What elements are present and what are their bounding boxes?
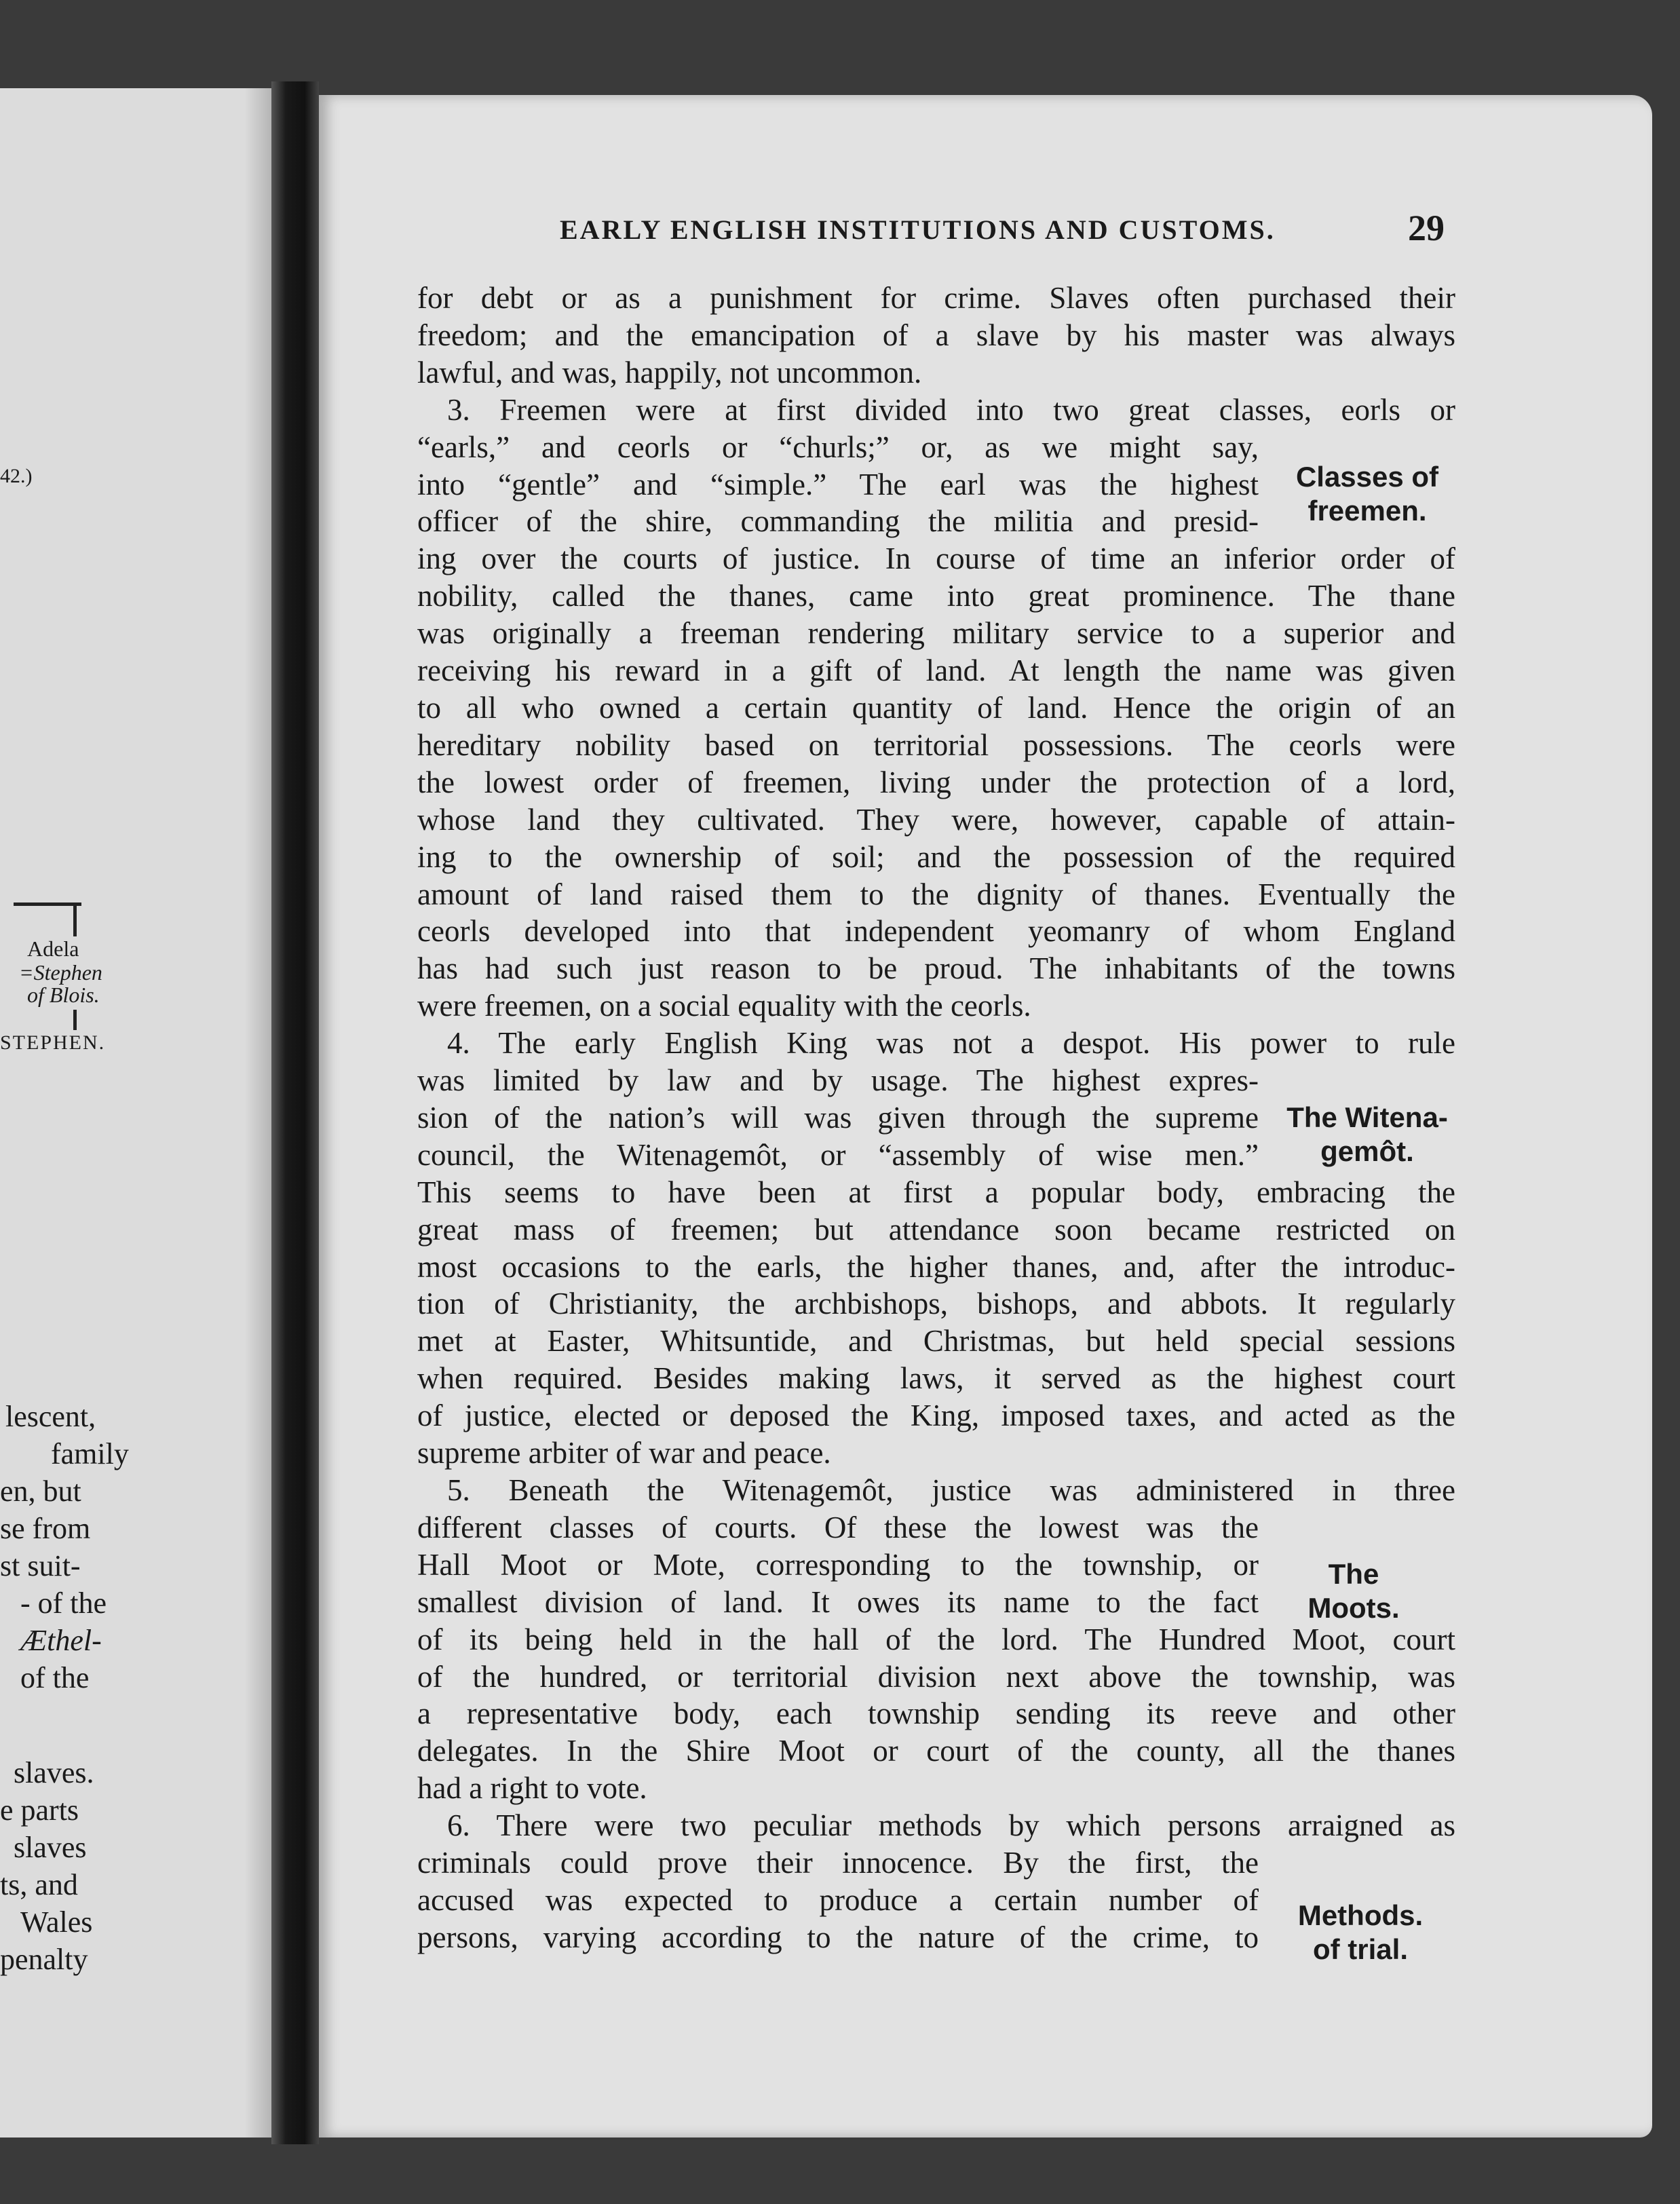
page-number: 29 bbox=[1408, 208, 1445, 248]
left-text-line: slaves bbox=[14, 1831, 87, 1864]
left-text-line: - of the bbox=[20, 1586, 107, 1620]
text-line: amount of land raised them to the dignity of thanes. Eventually the bbox=[417, 877, 1455, 911]
text-line: 5. Beneath the Witenagemôt, justice was administered in three bbox=[447, 1473, 1455, 1507]
text-line: had a right to vote. bbox=[417, 1771, 647, 1806]
text-line: a representative body, each township sending its reeve and other bbox=[417, 1696, 1455, 1731]
text-line: when required. Besides making laws, it served as the highest court bbox=[417, 1361, 1455, 1396]
text-line: “earls,” and ceorls or “churls;” or, as we might say, bbox=[417, 430, 1259, 464]
right-page bbox=[319, 95, 1652, 2138]
text-line: supreme arbiter of war and peace. bbox=[417, 1436, 831, 1470]
text-line: nobility, called the thanes, came into great prominence. The thane bbox=[417, 579, 1455, 613]
text-line: 3. Freemen were at first divided into two great classes, eorls or bbox=[447, 392, 1455, 427]
left-text-line: se from bbox=[0, 1512, 91, 1545]
text-line: the lowest order of freemen, living under the protection of a lord, bbox=[417, 765, 1455, 799]
text-line: This seems to have been at first a popular body, embracing the bbox=[417, 1175, 1455, 1209]
text-line: for debt or as a punishment for crime. Slaves often purchased their bbox=[417, 281, 1455, 315]
sidenote-line: gemôt. bbox=[1320, 1135, 1414, 1167]
text-line: council, the Witenagemôt, or “assembly of wise men.” bbox=[417, 1137, 1259, 1172]
text-line: officer of the shire, commanding the militia and presid- bbox=[417, 504, 1259, 539]
text-line: were freemen, on a social equality with the ceorls. bbox=[417, 989, 1031, 1023]
sidenote-methods-of-trial bbox=[1259, 1899, 1462, 1966]
sidenote-line: of trial. bbox=[1312, 1933, 1408, 1965]
left-text-line: en, but bbox=[0, 1475, 81, 1508]
text-line: criminals could prove their innocence. By the first, the bbox=[417, 1846, 1259, 1880]
left-page bbox=[0, 88, 271, 2138]
running-head: EARLY ENGLISH INSTITUTIONS AND CUSTOMS. bbox=[560, 214, 1276, 245]
left-text-line: family bbox=[51, 1437, 129, 1470]
text-line: into “gentle” and “simple.” The earl was the highest bbox=[417, 467, 1259, 501]
text-line: whose land they cultivated. They were, however, capable of attain- bbox=[417, 802, 1455, 837]
text-line: tion of Christianity, the archbishops, bishops, and abbots. It regularly bbox=[417, 1287, 1455, 1321]
sidenote-line: Moots. bbox=[1307, 1592, 1400, 1624]
left-text-line: Wales bbox=[20, 1905, 93, 1939]
text-line: of its being held in the hall of the lord. The Hundred Moot, court bbox=[417, 1622, 1455, 1656]
text-line: accused was expected to produce a certain number of bbox=[417, 1882, 1259, 1917]
left-fragment-of-blois: of Blois. bbox=[27, 983, 100, 1007]
text-line: different classes of courts. Of these the lowest was the bbox=[417, 1510, 1259, 1544]
left-text-line: st suit- bbox=[0, 1549, 81, 1582]
book-gutter bbox=[271, 81, 319, 2144]
text-line: persons, varying according to the nature of the crime, to bbox=[417, 1920, 1259, 1954]
sidenote-line: The Witena- bbox=[1286, 1101, 1448, 1133]
sidenote-line: The bbox=[1328, 1558, 1379, 1590]
text-line: was originally a freeman rendering military service to a superior and bbox=[417, 616, 1455, 651]
genealogy-line bbox=[73, 902, 77, 936]
left-text-line: penalty bbox=[0, 1943, 88, 1976]
sidenote-classes-of-freemen bbox=[1265, 460, 1469, 528]
text-line: of the hundred, or territorial division next above the township, was bbox=[417, 1659, 1455, 1694]
genealogy-line bbox=[73, 1010, 77, 1030]
left-fragment-adela: Adela bbox=[27, 936, 79, 961]
left-text-line: Æthel- bbox=[20, 1624, 102, 1657]
sidenote-moots bbox=[1252, 1557, 1455, 1625]
sidenote-witenagemot bbox=[1265, 1101, 1469, 1168]
left-fragment-stephen: =Stephen bbox=[19, 960, 102, 985]
text-line: met at Easter, Whitsuntide, and Christmas, but held special sessions bbox=[417, 1324, 1455, 1358]
left-text-line: of the bbox=[20, 1661, 90, 1694]
text-line: has had such just reason to be proud. The inhabitants of the towns bbox=[417, 951, 1455, 986]
left-text-line: lescent, bbox=[5, 1400, 96, 1433]
text-line: was limited by law and by usage. The highest expres- bbox=[417, 1063, 1259, 1098]
text-line: Hall Moot or Mote, corresponding to the township, or bbox=[417, 1547, 1259, 1582]
left-page-gutter-shadow bbox=[244, 88, 271, 2138]
text-line: to all who owned a certain quantity of land. Hence the origin of an bbox=[417, 690, 1455, 725]
left-fragment-stephen-caps: STEPHEN. bbox=[0, 1031, 106, 1054]
sidenote-line: Classes of bbox=[1295, 461, 1439, 493]
left-text-line: e parts bbox=[0, 1793, 79, 1827]
genealogy-line bbox=[14, 902, 81, 906]
sidenote-line: Methods. bbox=[1297, 1899, 1424, 1931]
text-line: most occasions to the earls, the higher thanes, and, after the introduc- bbox=[417, 1249, 1455, 1284]
text-line: smallest division of land. It owes its name to the fact bbox=[417, 1584, 1259, 1619]
text-line: sion of the nation’s will was given through the supreme bbox=[417, 1100, 1259, 1135]
text-line: ceorls developed into that independent yeomanry of whom England bbox=[417, 914, 1455, 949]
left-text-line: ts, and bbox=[0, 1868, 78, 1901]
left-fragment-42: 42.) bbox=[0, 465, 33, 487]
left-text-line: slaves. bbox=[14, 1756, 94, 1789]
text-line: ing to the ownership of soil; and the possession of the required bbox=[417, 839, 1455, 874]
text-line: 6. There were two peculiar methods by which persons arraigned as bbox=[447, 1808, 1455, 1843]
text-line: of justice, elected or deposed the King, imposed taxes, and acted as the bbox=[417, 1399, 1455, 1433]
text-line: ing over the courts of justice. In course of time an inferior order of bbox=[417, 542, 1455, 576]
text-line: 4. The early English King was not a despot. His power to rule bbox=[447, 1026, 1455, 1061]
text-line: lawful, and was, happily, not uncommon. bbox=[417, 355, 922, 390]
text-line: great mass of freemen; but attendance soon became restricted on bbox=[417, 1212, 1455, 1247]
text-line: delegates. In the Shire Moot or court of the county, all the thanes bbox=[417, 1734, 1455, 1768]
text-line: freedom; and the emancipation of a slave by his master was always bbox=[417, 318, 1455, 352]
text-line: hereditary nobility based on territorial possessions. The ceorls were bbox=[417, 727, 1455, 762]
sidenote-line: freemen. bbox=[1307, 495, 1427, 527]
text-line: receiving his reward in a gift of land. At length the name was given bbox=[417, 653, 1455, 688]
